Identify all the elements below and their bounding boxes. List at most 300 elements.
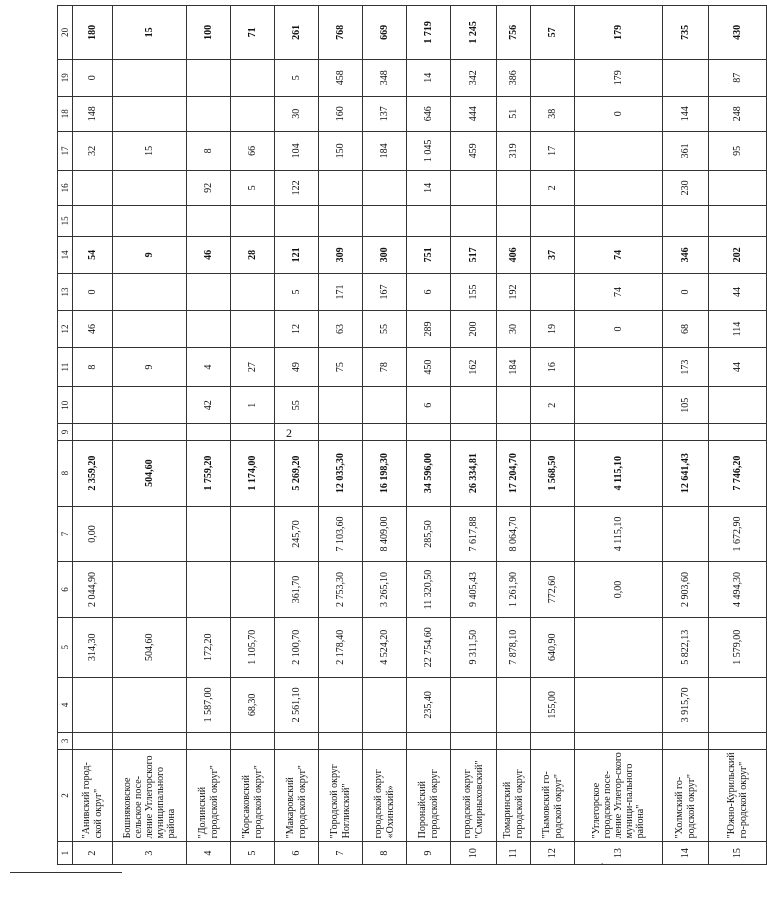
value-cell-c10: 55 <box>275 387 319 424</box>
value-cell-c18: 148 <box>73 96 113 131</box>
value-cell-c15 <box>187 205 231 236</box>
value-cell-c13 <box>231 273 275 310</box>
value-cell-c16: 5 <box>231 170 275 205</box>
value-cell-c4: 1 587,00 <box>187 677 231 733</box>
value-cell-c13: 74 <box>575 273 663 310</box>
value-cell-c19: 342 <box>451 59 497 96</box>
value-cell-c3 <box>575 733 663 749</box>
column-number-cell: 19 <box>58 59 73 96</box>
value-cell-c5: 504,60 <box>113 617 187 677</box>
value-cell-c9 <box>663 424 709 440</box>
value-cell-c15 <box>663 205 709 236</box>
data-table <box>57 5 767 865</box>
value-cell-c18 <box>113 96 187 131</box>
value-cell-c9 <box>531 424 575 440</box>
municipality-name-cell: городской округ "Смирныховский" <box>451 749 497 842</box>
value-cell-c8: 2 359,20 <box>73 440 113 506</box>
value-cell-c18: 30 <box>275 96 319 131</box>
value-cell-c10 <box>113 387 187 424</box>
value-cell-c19 <box>663 59 709 96</box>
municipality-name-cell: "Макаровский городской округ" <box>275 749 319 842</box>
value-cell-c17: 361 <box>663 131 709 170</box>
column-number-cell: 16 <box>58 170 73 205</box>
row-number-cell: 9 <box>407 842 451 865</box>
value-cell-c16 <box>73 170 113 205</box>
municipality-name-cell: "Южно-Курильский го-родской округ" <box>709 749 767 842</box>
value-cell-c19: 0 <box>73 59 113 96</box>
value-cell-c7 <box>113 506 187 562</box>
value-cell-c15 <box>231 205 275 236</box>
value-cell-c16 <box>575 170 663 205</box>
row-number-cell: 14 <box>663 842 709 865</box>
value-cell-c16: 14 <box>407 170 451 205</box>
value-cell-c18 <box>231 96 275 131</box>
column-number-cell: 13 <box>58 273 73 310</box>
value-cell-c16: 122 <box>275 170 319 205</box>
value-cell-c14: 751 <box>407 236 451 273</box>
table-row <box>575 6 663 865</box>
column-number-cell: 10 <box>58 387 73 424</box>
value-cell-c17: 459 <box>451 131 497 170</box>
municipality-name-cell: "Холмский го-родской округ" <box>663 749 709 842</box>
municipality-name-cell: "Корсаковский городской округ" <box>231 749 275 842</box>
value-cell-c8: 7 746,20 <box>709 440 767 506</box>
value-cell-c13 <box>113 273 187 310</box>
value-cell-c16 <box>319 170 363 205</box>
value-cell-c17: 150 <box>319 131 363 170</box>
value-cell-c14: 406 <box>497 236 531 273</box>
value-cell-c11: 173 <box>663 348 709 387</box>
value-cell-c6: 2 044,90 <box>73 562 113 618</box>
value-cell-c13: 6 <box>407 273 451 310</box>
value-cell-c8: 12 641,43 <box>663 440 709 506</box>
value-cell-c14: 517 <box>451 236 497 273</box>
value-cell-c7 <box>187 506 231 562</box>
value-cell-c8: 34 596,00 <box>407 440 451 506</box>
value-cell-c10: 2 <box>531 387 575 424</box>
municipality-name-cell: "Тымовский го-родской округ" <box>531 749 575 842</box>
value-cell-c15 <box>497 205 531 236</box>
value-cell-c16 <box>451 170 497 205</box>
column-number-cell: 3 <box>58 733 73 749</box>
column-number-cell: 8 <box>58 440 73 506</box>
value-cell-c14: 54 <box>73 236 113 273</box>
value-cell-c10 <box>575 387 663 424</box>
value-cell-c19 <box>231 59 275 96</box>
value-cell-c4 <box>451 677 497 733</box>
value-cell-c17: 104 <box>275 131 319 170</box>
municipality-name-cell: "Долинский городской округ" <box>187 749 231 842</box>
table-row <box>497 6 531 865</box>
value-cell-c12 <box>113 310 187 347</box>
value-cell-c17: 17 <box>531 131 575 170</box>
value-cell-c7: 0,00 <box>73 506 113 562</box>
value-cell-c20: 180 <box>73 6 113 60</box>
value-cell-c18: 160 <box>319 96 363 131</box>
value-cell-c16 <box>709 170 767 205</box>
value-cell-c17: 184 <box>363 131 407 170</box>
value-cell-c10 <box>73 387 113 424</box>
row-number-cell: 11 <box>497 842 531 865</box>
table-row <box>451 6 497 865</box>
value-cell-c11: 162 <box>451 348 497 387</box>
value-cell-c12: 19 <box>531 310 575 347</box>
value-cell-c17: 1 045 <box>407 131 451 170</box>
footnote-separator <box>10 872 122 873</box>
value-cell-c4: 155,00 <box>531 677 575 733</box>
value-cell-c19 <box>187 59 231 96</box>
value-cell-c7: 4 115,10 <box>575 506 663 562</box>
value-cell-c7: 7 103,60 <box>319 506 363 562</box>
value-cell-c9 <box>497 424 531 440</box>
table-row <box>275 6 319 865</box>
value-cell-c14: 202 <box>709 236 767 273</box>
value-cell-c5: 172,20 <box>187 617 231 677</box>
value-cell-c19: 348 <box>363 59 407 96</box>
value-cell-c7 <box>531 506 575 562</box>
value-cell-c6: 0,00 <box>575 562 663 618</box>
value-cell-c20: 1 719 <box>407 6 451 60</box>
value-cell-c12: 63 <box>319 310 363 347</box>
value-cell-c7: 8 064,70 <box>497 506 531 562</box>
value-cell-c12: 68 <box>663 310 709 347</box>
value-cell-c9 <box>407 424 451 440</box>
value-cell-c3 <box>231 733 275 749</box>
value-cell-c5: 2 178,40 <box>319 617 363 677</box>
value-cell-c4 <box>709 677 767 733</box>
value-cell-c5 <box>575 617 663 677</box>
value-cell-c4 <box>575 677 663 733</box>
value-cell-c20: 71 <box>231 6 275 60</box>
value-cell-c7: 1 672,90 <box>709 506 767 562</box>
value-cell-c11: 8 <box>73 348 113 387</box>
row-number-cell: 3 <box>113 842 187 865</box>
value-cell-c5: 2 100,70 <box>275 617 319 677</box>
value-cell-c18: 51 <box>497 96 531 131</box>
value-cell-c11: 9 <box>113 348 187 387</box>
table-row <box>531 6 575 865</box>
value-cell-c19: 458 <box>319 59 363 96</box>
value-cell-c10: 6 <box>407 387 451 424</box>
value-cell-c17 <box>575 131 663 170</box>
value-cell-c3 <box>113 733 187 749</box>
value-cell-c20: 100 <box>187 6 231 60</box>
value-cell-c7: 7 617,88 <box>451 506 497 562</box>
value-cell-c14: 346 <box>663 236 709 273</box>
row-number-cell: 7 <box>319 842 363 865</box>
value-cell-c15 <box>407 205 451 236</box>
value-cell-c17: 8 <box>187 131 231 170</box>
value-cell-c3 <box>275 733 319 749</box>
value-cell-c5: 7 878,10 <box>497 617 531 677</box>
value-cell-c6: 2 903,60 <box>663 562 709 618</box>
value-cell-c19: 14 <box>407 59 451 96</box>
value-cell-c6: 3 265,10 <box>363 562 407 618</box>
value-cell-c16 <box>497 170 531 205</box>
value-cell-c6: 11 320,50 <box>407 562 451 618</box>
table-row <box>231 6 275 865</box>
value-cell-c8: 504,60 <box>113 440 187 506</box>
table-row <box>709 6 767 865</box>
value-cell-c3 <box>73 733 113 749</box>
table-row <box>187 6 231 865</box>
value-cell-c11: 78 <box>363 348 407 387</box>
value-cell-c11: 75 <box>319 348 363 387</box>
value-cell-c8: 5 269,20 <box>275 440 319 506</box>
table-row <box>319 6 363 865</box>
value-cell-c6: 361,70 <box>275 562 319 618</box>
value-cell-c4 <box>363 677 407 733</box>
column-number-cell: 12 <box>58 310 73 347</box>
column-number-cell: 4 <box>58 677 73 733</box>
value-cell-c8: 12 035,30 <box>319 440 363 506</box>
value-cell-c13: 167 <box>363 273 407 310</box>
value-cell-c15 <box>531 205 575 236</box>
table-row <box>407 6 451 865</box>
value-cell-c11: 27 <box>231 348 275 387</box>
municipality-name-cell: городской округ «Охинский» <box>363 749 407 842</box>
value-cell-c15 <box>709 205 767 236</box>
value-cell-c12 <box>187 310 231 347</box>
value-cell-c18: 444 <box>451 96 497 131</box>
value-cell-c6 <box>231 562 275 618</box>
value-cell-c20: 768 <box>319 6 363 60</box>
value-cell-c14: 46 <box>187 236 231 273</box>
row-number-cell: 4 <box>187 842 231 865</box>
value-cell-c14: 74 <box>575 236 663 273</box>
value-cell-c13 <box>187 273 231 310</box>
value-cell-c4: 68,30 <box>231 677 275 733</box>
column-number-cell: 6 <box>58 562 73 618</box>
value-cell-c10: 105 <box>663 387 709 424</box>
row-number-cell: 10 <box>451 842 497 865</box>
value-cell-c4: 3 915,70 <box>663 677 709 733</box>
value-cell-c19: 386 <box>497 59 531 96</box>
value-cell-c8: 26 334,81 <box>451 440 497 506</box>
value-cell-c5: 22 754,60 <box>407 617 451 677</box>
value-cell-c9 <box>709 424 767 440</box>
value-cell-c9 <box>231 424 275 440</box>
value-cell-c10 <box>363 387 407 424</box>
value-cell-c11: 49 <box>275 348 319 387</box>
table-row <box>73 6 113 865</box>
value-cell-c6 <box>113 562 187 618</box>
column-number-cell: 11 <box>58 348 73 387</box>
municipality-name-cell: "Углегорское городское посе-ление Углегор-ского муници-пального района" <box>575 749 663 842</box>
column-number-cell: 9 <box>58 424 73 440</box>
value-cell-c9 <box>319 424 363 440</box>
row-number-cell: 5 <box>231 842 275 865</box>
value-cell-c18: 248 <box>709 96 767 131</box>
value-cell-c11: 450 <box>407 348 451 387</box>
value-cell-c5: 1 579,00 <box>709 617 767 677</box>
margin-mark: . <box>601 856 604 866</box>
value-cell-c18: 0 <box>575 96 663 131</box>
value-cell-c5: 314,30 <box>73 617 113 677</box>
value-cell-c5: 1 105,70 <box>231 617 275 677</box>
value-cell-c11: 4 <box>187 348 231 387</box>
column-number-cell: 18 <box>58 96 73 131</box>
value-cell-c5: 9 311,50 <box>451 617 497 677</box>
value-cell-c8: 1 759,20 <box>187 440 231 506</box>
value-cell-c5: 640,90 <box>531 617 575 677</box>
value-cell-c3 <box>407 733 451 749</box>
value-cell-c10 <box>319 387 363 424</box>
value-cell-c3 <box>497 733 531 749</box>
value-cell-c10 <box>451 387 497 424</box>
row-number-cell: 15 <box>709 842 767 865</box>
value-cell-c12: 114 <box>709 310 767 347</box>
page-number: 2 <box>286 426 292 440</box>
value-cell-c18: 646 <box>407 96 451 131</box>
value-cell-c3 <box>709 733 767 749</box>
value-cell-c19 <box>113 59 187 96</box>
value-cell-c20: 15 <box>113 6 187 60</box>
value-cell-c9 <box>451 424 497 440</box>
municipality-name-cell: Поронайский городской округ <box>407 749 451 842</box>
value-cell-c20: 669 <box>363 6 407 60</box>
value-cell-c15 <box>451 205 497 236</box>
value-cell-c7 <box>663 506 709 562</box>
column-number-cell: 15 <box>58 205 73 236</box>
value-cell-c8: 1 174,00 <box>231 440 275 506</box>
value-cell-c20: 57 <box>531 6 575 60</box>
value-cell-c13: 192 <box>497 273 531 310</box>
value-cell-c15 <box>363 205 407 236</box>
column-number-cell: 1 <box>58 842 73 865</box>
value-cell-c16: 2 <box>531 170 575 205</box>
column-number-row <box>58 6 73 865</box>
value-cell-c19: 87 <box>709 59 767 96</box>
value-cell-c16 <box>363 170 407 205</box>
value-cell-c12: 46 <box>73 310 113 347</box>
value-cell-c10 <box>497 387 531 424</box>
value-cell-c14: 300 <box>363 236 407 273</box>
column-number-cell: 17 <box>58 131 73 170</box>
value-cell-c3 <box>663 733 709 749</box>
value-cell-c16 <box>113 170 187 205</box>
table-row <box>363 6 407 865</box>
row-number-cell: 6 <box>275 842 319 865</box>
table-row <box>663 6 709 865</box>
value-cell-c3 <box>319 733 363 749</box>
municipality-name-cell: "Анивский город-ской округ" <box>73 749 113 842</box>
column-number-cell: 20 <box>58 6 73 60</box>
value-cell-c11: 184 <box>497 348 531 387</box>
value-cell-c10 <box>709 387 767 424</box>
value-cell-c11 <box>575 348 663 387</box>
value-cell-c12 <box>231 310 275 347</box>
value-cell-c11: 16 <box>531 348 575 387</box>
row-number-cell: 13 <box>575 842 663 865</box>
value-cell-c6: 1 261,90 <box>497 562 531 618</box>
value-cell-c20: 1 245 <box>451 6 497 60</box>
value-cell-c12: 200 <box>451 310 497 347</box>
value-cell-c4 <box>497 677 531 733</box>
value-cell-c7 <box>231 506 275 562</box>
value-cell-c8: 1 568,50 <box>531 440 575 506</box>
value-cell-c14: 309 <box>319 236 363 273</box>
municipality-name-cell: Томаринский городской округ <box>497 749 531 842</box>
value-cell-c13: 0 <box>73 273 113 310</box>
column-number-cell: 14 <box>58 236 73 273</box>
value-cell-c12: 30 <box>497 310 531 347</box>
value-cell-c4: 2 561,10 <box>275 677 319 733</box>
value-cell-c15 <box>73 205 113 236</box>
value-cell-c16: 230 <box>663 170 709 205</box>
value-cell-c12: 12 <box>275 310 319 347</box>
table-row <box>113 6 187 865</box>
value-cell-c13 <box>531 273 575 310</box>
value-cell-c3 <box>187 733 231 749</box>
value-cell-c13: 155 <box>451 273 497 310</box>
value-cell-c19: 179 <box>575 59 663 96</box>
row-number-cell: 8 <box>363 842 407 865</box>
value-cell-c7: 245,70 <box>275 506 319 562</box>
value-cell-c15 <box>575 205 663 236</box>
value-cell-c17: 32 <box>73 131 113 170</box>
value-cell-c20: 430 <box>709 6 767 60</box>
value-cell-c3 <box>363 733 407 749</box>
value-cell-c4 <box>319 677 363 733</box>
value-cell-c13: 0 <box>663 273 709 310</box>
column-number-cell: 7 <box>58 506 73 562</box>
value-cell-c18: 38 <box>531 96 575 131</box>
value-cell-c8: 16 198,30 <box>363 440 407 506</box>
value-cell-c14: 121 <box>275 236 319 273</box>
value-cell-c20: 179 <box>575 6 663 60</box>
value-cell-c18 <box>187 96 231 131</box>
value-cell-c6: 4 494,30 <box>709 562 767 618</box>
value-cell-c12: 0 <box>575 310 663 347</box>
value-cell-c19: 5 <box>275 59 319 96</box>
value-cell-c11: 44 <box>709 348 767 387</box>
value-cell-c13: 5 <box>275 273 319 310</box>
municipality-name-cell: "Городской округ Ногликский" <box>319 749 363 842</box>
row-number-cell: 2 <box>73 842 113 865</box>
column-number-cell: 5 <box>58 617 73 677</box>
value-cell-c17: 15 <box>113 131 187 170</box>
value-cell-c5: 4 524,20 <box>363 617 407 677</box>
value-cell-c12: 55 <box>363 310 407 347</box>
value-cell-c14: 9 <box>113 236 187 273</box>
value-cell-c12: 289 <box>407 310 451 347</box>
value-cell-c17: 66 <box>231 131 275 170</box>
value-cell-c9 <box>575 424 663 440</box>
value-cell-c13: 44 <box>709 273 767 310</box>
value-cell-c7: 285,50 <box>407 506 451 562</box>
value-cell-c8: 17 204,70 <box>497 440 531 506</box>
value-cell-c14: 37 <box>531 236 575 273</box>
column-number-cell: 2 <box>58 749 73 842</box>
value-cell-c9 <box>187 424 231 440</box>
value-cell-c20: 261 <box>275 6 319 60</box>
value-cell-c17: 319 <box>497 131 531 170</box>
value-cell-c3 <box>531 733 575 749</box>
municipality-name-cell: Бошняковское сельское посе-ление Углегорского муниципального района <box>113 749 187 842</box>
value-cell-c20: 735 <box>663 6 709 60</box>
value-cell-c10: 1 <box>231 387 275 424</box>
value-cell-c10: 42 <box>187 387 231 424</box>
value-cell-c8: 4 115,10 <box>575 440 663 506</box>
value-cell-c5: 5 822,13 <box>663 617 709 677</box>
value-cell-c4: 235,40 <box>407 677 451 733</box>
value-cell-c6: 9 405,43 <box>451 562 497 618</box>
rotated-table-container <box>57 5 749 865</box>
value-cell-c4 <box>113 677 187 733</box>
value-cell-c15 <box>275 205 319 236</box>
row-number-cell: 12 <box>531 842 575 865</box>
